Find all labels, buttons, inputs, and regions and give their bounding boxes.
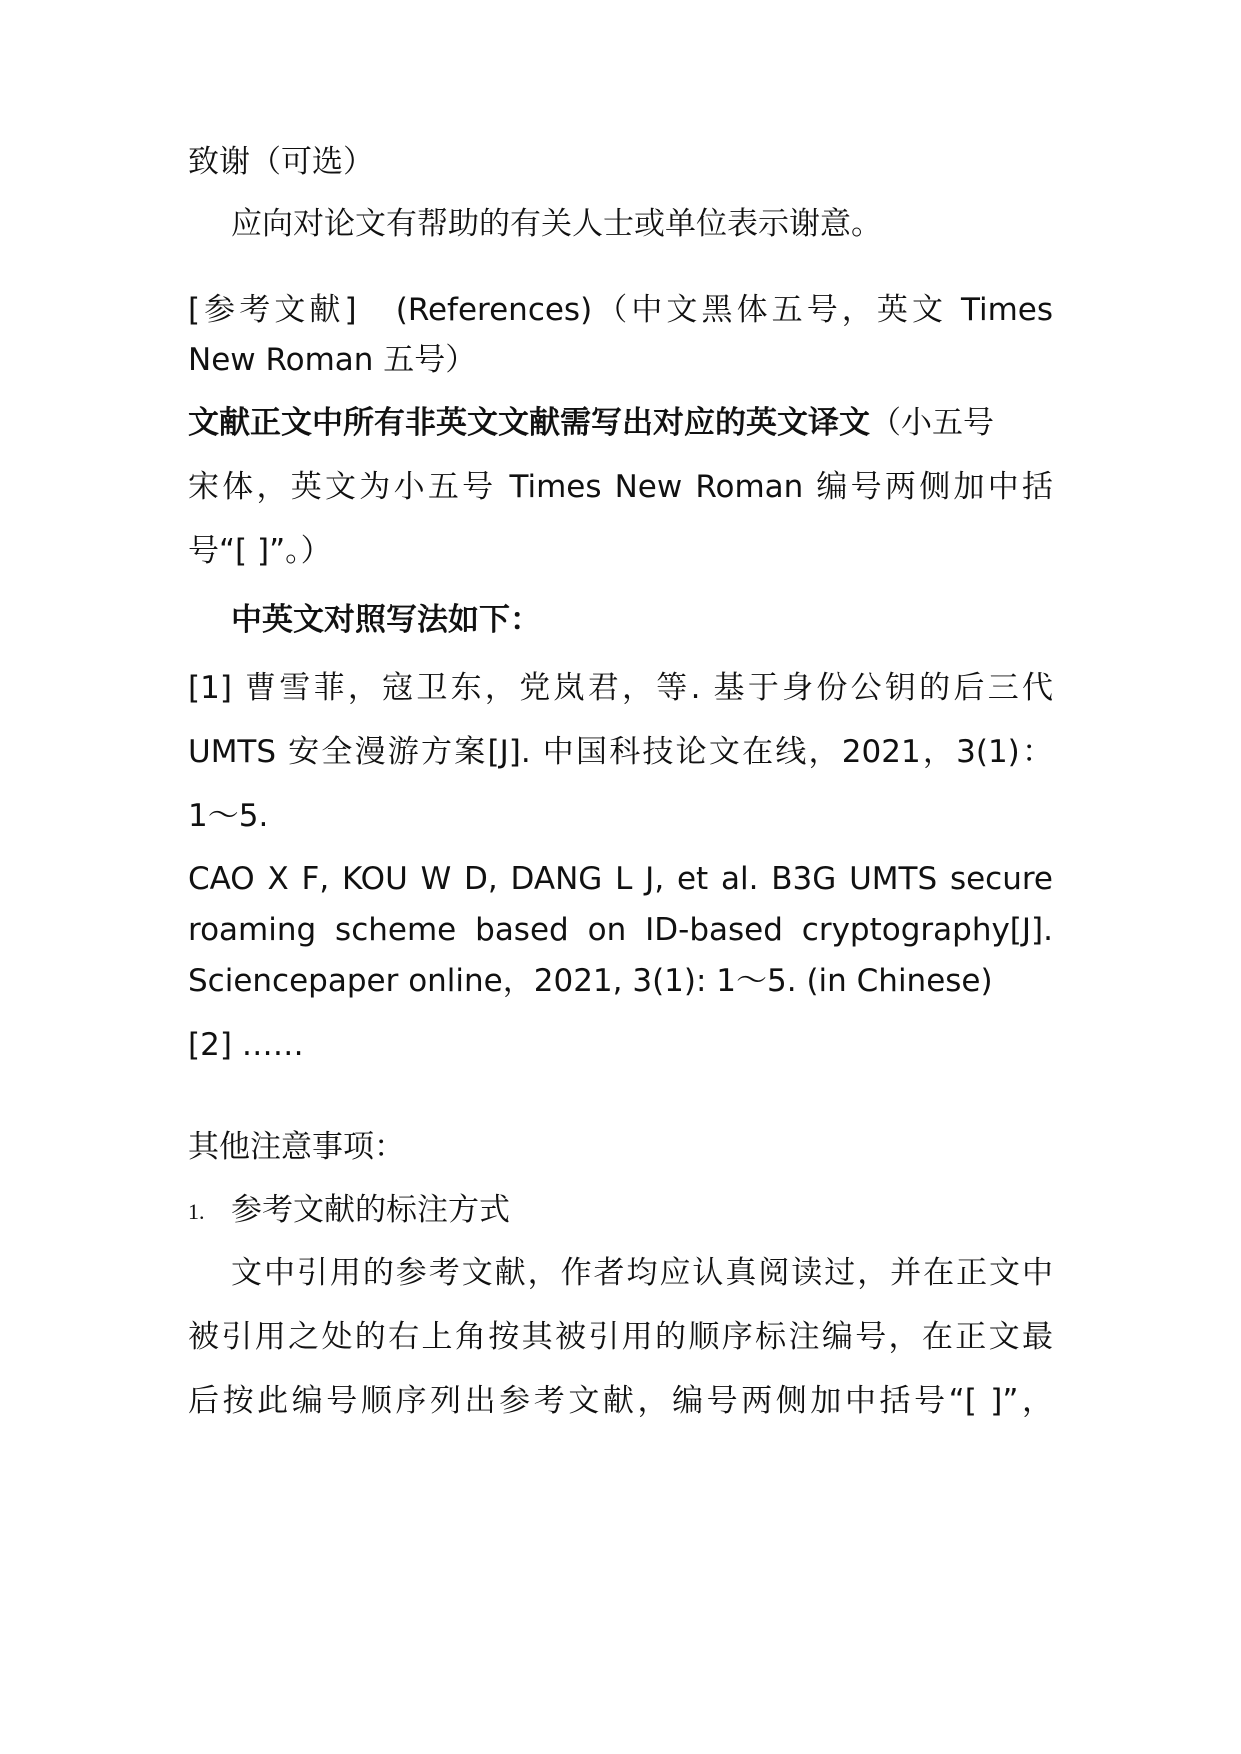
reference-1-en-line1: CAO X F, KOU W D, DANG L J, et al. B3G UMTS secure (188, 861, 1053, 897)
list-item-number: 1. (188, 1199, 205, 1224)
notes-paragraph-line1: 文中引用的参考文献，作者均应认真阅读过，并在正文中 (231, 1255, 1053, 1291)
requirement-line2: 宋体，英文为小五号 Times New Roman 编号两侧加中括 (188, 469, 1053, 505)
reference-1-cn-line1: [1] 曹雪菲，寇卫东，党岚君，等. 基于身份公钥的后三代 (188, 670, 1053, 706)
example-heading: 中英文对照写法如下： (231, 602, 541, 638)
list-item-title: 参考文献的标注方式 (231, 1192, 510, 1228)
acknowledgement-heading: 致谢（可选） (188, 144, 374, 180)
reference-1-en-line2: roaming scheme based on ID-based cryptography[J]. (188, 912, 1053, 948)
references-heading-line2: New Roman 五号） (188, 342, 477, 378)
references-heading-line1: [参考文献] (References)（中文黑体五号，英文 Times (188, 292, 1053, 328)
acknowledgement-body: 应向对论文有帮助的有关人士或单位表示谢意。 (231, 206, 882, 242)
notes-paragraph-line2: 被引用之处的右上角按其被引用的顺序标注编号，在正文最 (188, 1319, 1053, 1355)
requirement-line1-rest: （小五号 (870, 405, 994, 441)
requirement-bold-text: 文献正文中所有非英文文献需写出对应的英文译文 (188, 405, 870, 441)
reference-2: [2] …… (188, 1027, 304, 1063)
reference-1-cn-line2: UMTS 安全漫游方案[J]. 中国科技论文在线，2021，3(1)： (188, 734, 1053, 770)
notes-heading: 其他注意事项： (188, 1129, 405, 1165)
reference-1-en-line3: Sciencepaper online，2021, 3(1): 1～5. (in Chinese) (188, 963, 993, 999)
requirement-line3: 号“[ ]”。） (188, 533, 332, 569)
notes-paragraph-line3: 后按此编号顺序列出参考文献，编号两侧加中括号“[ ]”， (188, 1383, 1053, 1419)
reference-1-cn-line3: 1～5. (188, 798, 269, 834)
requirement-line1 (188, 403, 1053, 443)
